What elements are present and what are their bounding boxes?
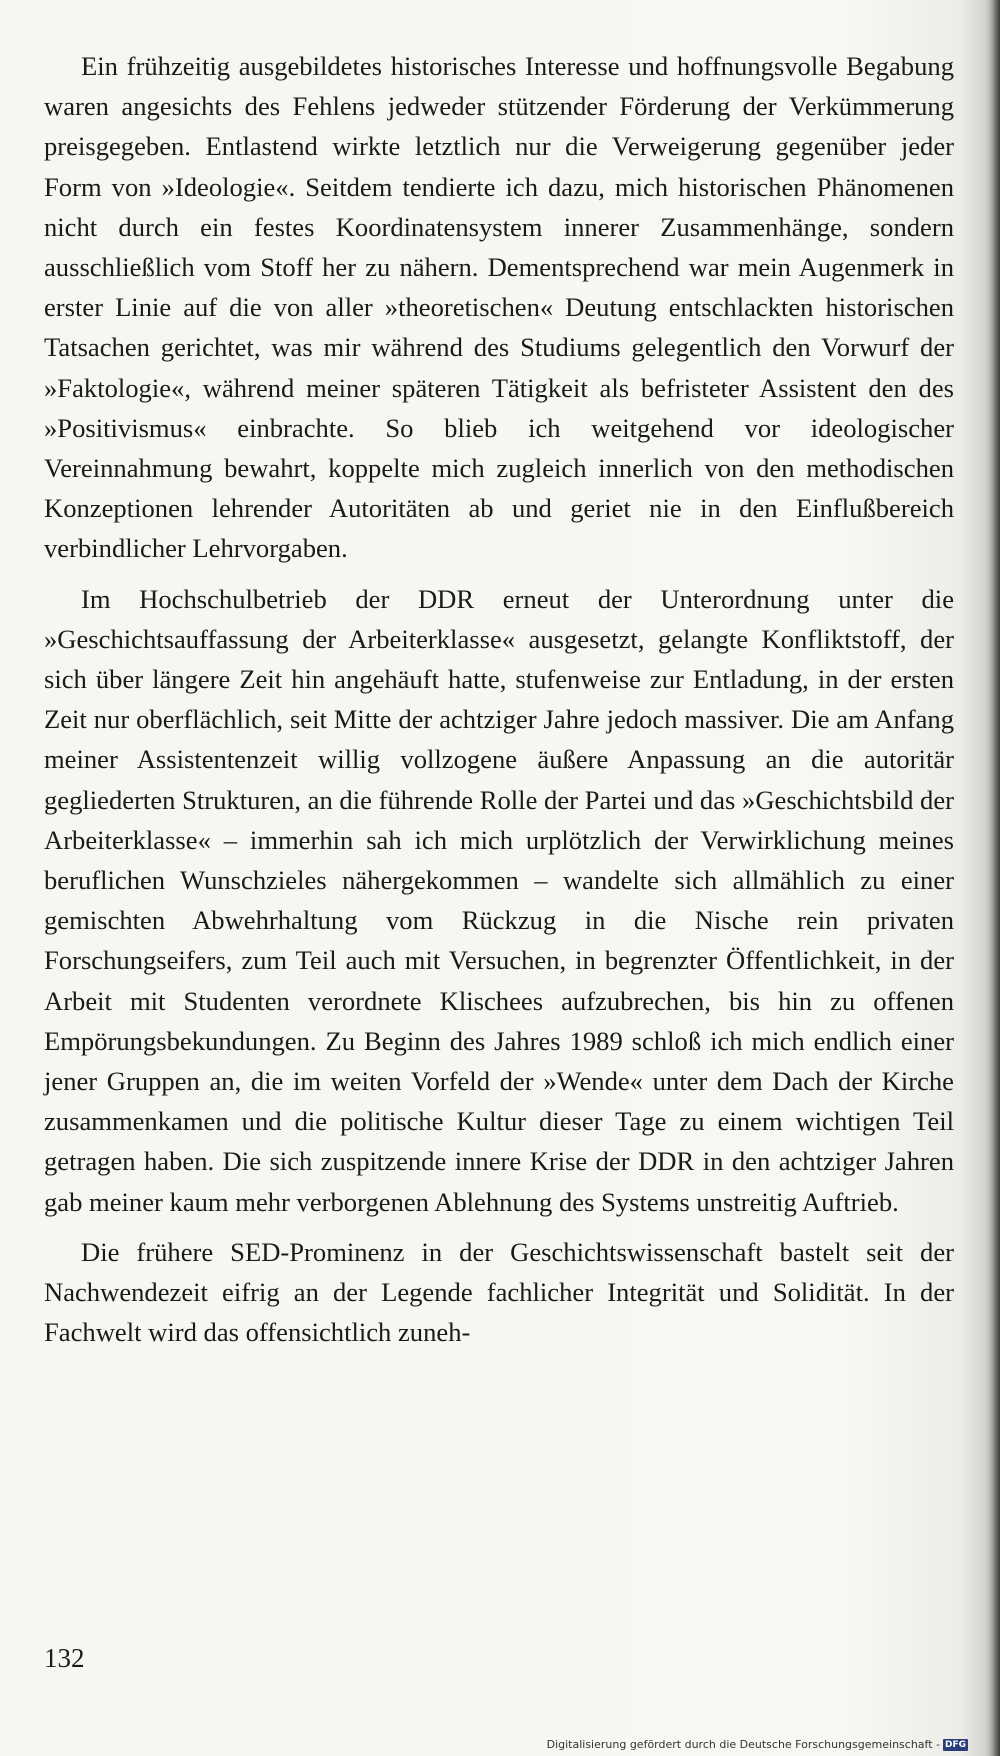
body-text	[44, 46, 954, 1363]
paragraph-2: Im Hochschulbetrieb der DDR erneut der Unterordnung unter die »Geschichtsauffassung der Arbeiterklasse« ausgesetzt, gelangte Konfliktstoff, der sich über längere Zeit hin angehäuft hatte, stufenweise zur Entladung, in der ersten Zeit nur oberflächlich, seit Mitte der achtziger Jahre jedoch massiver. Die am Anfang meiner Assistentenzeit willig vollzogene äußere Anpassung an die autoritär gegliederten Strukturen, an die führende Rolle der Partei und das »Geschichtsbild der Arbeiterklasse« – immerhin sah ich mich urplötzlich der Verwirklichung meines beruflichen Wunschzieles nähergekommen – wandelte sich allmählich zu einer gemischten Abwehrhaltung vom Rückzug in die Nische rein privaten Forschungseifers, zum Teil auch mit Versuchen, in begrenzter Öffentlichkeit, in der Arbeit mit Studenten verordnete Klischees aufzubrechen, bis hin zu offenen Empörungsbekundungen. Zu Beginn des Jahres 1989 schloß ich mich endlich einer jener Gruppen an, die im weiten Vorfeld der »Wende« unter dem Dach der Kirche zusammenkamen und die politische Kultur dieser Tage zu einem wichtigen Teil getragen haben. Die sich zuspitzende innere Krise der DDR in den achtziger Jahren gab meiner kaum mehr verborgenen Ablehnung des Systems unstreitig Auftrieb.	[44, 583, 954, 1217]
page-edge-shadow	[986, 0, 1000, 1756]
paragraph-3: Die frühere SED-Prominenz in der Geschichtswissenschaft bastelt seit der Nachwendezeit eifrig an der Legende fachlicher Integrität und Solidität. In der Fachwelt wird das offensichtlich zuneh-	[44, 1236, 954, 1348]
dfg-logo: DFG	[944, 1740, 966, 1750]
digitization-credit-text: Digitalisierung gefördert durch die Deutsche Forschungsgemeinschaft -	[546, 1738, 940, 1751]
paragraph-1: Ein frühzeitig ausgebildetes historisches Interesse und hoffnungsvolle Begabung waren angesichts des Fehlens jedweder stützender Förderung der Verkümmerung preisgegeben. Entlastend wirkte letztlich nur die Verweigerung gegenüber jeder Form von »Ideologie«. Seitdem tendierte ich dazu, mich historischen Phänomenen nicht durch ein festes Koordinatensystem innerer Zusammenhänge, sondern ausschließlich vom Stoff her zu nähern. Dementsprechend war mein Augenmerk in erster Linie auf die von aller »theoretischen« Deutung entschlackten historischen Tatsachen gerichtet, was mir während des Studiums gelegentlich den Vorwurf der »Faktologie«, während meiner späteren Tätigkeit als befristeter Assistent den des »Positivismus« einbrachte. So blieb ich weitgehend vor ideologischer Vereinnahmung bewahrt, koppelte mich zugleich innerlich von den methodischen Konzeptionen lehrender Autoritäten ab und geriet nie in den Einflußbereich verbindlicher Lehrvorgaben.	[44, 51, 954, 564]
digitization-credit	[547, 1738, 968, 1752]
page-number: 132	[44, 1643, 85, 1673]
